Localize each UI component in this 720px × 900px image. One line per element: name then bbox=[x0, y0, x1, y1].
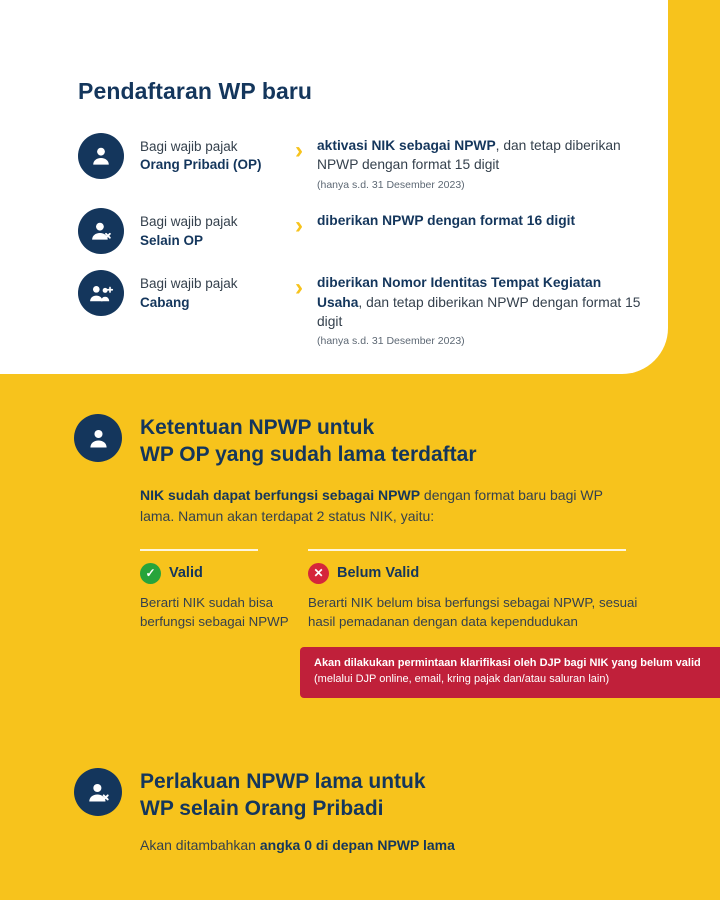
list-item-left-label bbox=[140, 133, 295, 174]
left-prefix: Bagi wajib pajak bbox=[140, 276, 238, 292]
section-body-bold: angka 0 di depan NPWP lama bbox=[259, 836, 455, 853]
status-label: Valid bbox=[169, 565, 203, 582]
section-body bbox=[140, 837, 720, 853]
chevron-right-icon: › bbox=[295, 274, 303, 302]
status-description: Berarti NIK belum bisa berfungsi sebagai NPWP, sesuai hasil pemadanan dengan data kependudukan bbox=[308, 594, 638, 629]
people-plus-icon bbox=[78, 270, 124, 316]
footnote: (hanya s.d. 31 Desember 2023) bbox=[317, 178, 465, 191]
left-bold: Cabang bbox=[140, 294, 190, 310]
list-item bbox=[78, 208, 668, 254]
person-icon bbox=[78, 133, 124, 179]
top-white-card bbox=[0, 0, 668, 374]
divider bbox=[308, 549, 626, 551]
notice-bold: Akan dilakukan permintaan klarifikasi oleh DJP bagi NIK yang belum valid bbox=[314, 657, 701, 670]
section-title-line1: Ketentuan NPWP untuk bbox=[140, 416, 375, 439]
status-label: Belum Valid bbox=[337, 565, 420, 582]
section-body-prefix: Akan ditambahkan bbox=[140, 836, 260, 853]
status-badge bbox=[140, 563, 308, 584]
right-rest: , dan tetap diberikan NPWP dengan format 15 digit bbox=[317, 138, 621, 173]
right-bold: diberikan Nomor Identitas Tempat Kegiatan Usaha bbox=[317, 275, 602, 310]
section-body-bold: NIK sudah dapat berfungsi sebagai NPWP bbox=[140, 486, 421, 503]
section-title bbox=[140, 414, 477, 469]
status-description: Berarti NIK sudah bisa berfungsi sebagai NPWP bbox=[140, 594, 289, 629]
right-bold: aktivasi NIK sebagai NPWP bbox=[317, 138, 496, 153]
person-x-icon bbox=[78, 208, 124, 254]
clarification-notice bbox=[300, 647, 720, 698]
chevron-right-icon: › bbox=[295, 137, 303, 164]
status-badge bbox=[308, 563, 638, 584]
section-title-line2: WP selain Orang Pribadi bbox=[140, 797, 384, 821]
left-prefix: Bagi wajib pajak bbox=[140, 139, 238, 154]
left-bold: Orang Pribadi (OP) bbox=[140, 157, 262, 173]
list-item bbox=[78, 133, 668, 192]
status-column-invalid bbox=[308, 549, 638, 632]
status-columns bbox=[140, 549, 720, 632]
section-body bbox=[140, 485, 640, 527]
section-perlakuan-npwp-lama bbox=[0, 728, 720, 853]
section-ketentuan-npwp-op bbox=[0, 374, 720, 698]
left-prefix: Bagi wajib pajak bbox=[140, 214, 238, 230]
chevron-right-icon: › bbox=[295, 212, 303, 240]
list-item-left-label bbox=[140, 270, 295, 311]
section-header bbox=[0, 374, 720, 469]
list-item bbox=[78, 270, 668, 349]
left-bold: Selain OP bbox=[140, 232, 204, 248]
right-rest: , dan tetap diberikan NPWP dengan format 15 digit bbox=[317, 294, 641, 329]
section-title-line2: WP OP yang sudah lama terdaftar bbox=[140, 443, 477, 467]
section-title-line1: Perlakuan NPWP lama untuk bbox=[140, 770, 426, 793]
x-circle-icon: ✕ bbox=[308, 563, 329, 584]
right-bold: diberikan NPWP dengan format 16 digit bbox=[317, 213, 576, 229]
list-item-right-label bbox=[317, 208, 668, 230]
list-item-right-label bbox=[317, 133, 668, 192]
check-circle-icon: ✓ bbox=[140, 563, 161, 584]
person-icon bbox=[74, 414, 122, 462]
footnote: (hanya s.d. 31 Desember 2023) bbox=[317, 335, 465, 348]
yellow-section bbox=[0, 374, 720, 853]
section-body-rest: dengan format baru bagi WP lama. Namun akan terdapat 2 status NIK, yaitu: bbox=[140, 486, 603, 524]
divider bbox=[140, 549, 258, 551]
notice-rest: (melalui DJP online, email, kring pajak dan/atau saluran lain) bbox=[314, 673, 610, 686]
status-column-valid bbox=[140, 549, 308, 632]
list-item-right-label bbox=[317, 270, 668, 349]
page-title: Pendaftaran WP baru bbox=[78, 78, 313, 104]
section-title bbox=[140, 768, 426, 823]
person-x-icon bbox=[74, 768, 122, 816]
list-item-left-label bbox=[140, 208, 295, 249]
section-header bbox=[0, 728, 720, 823]
